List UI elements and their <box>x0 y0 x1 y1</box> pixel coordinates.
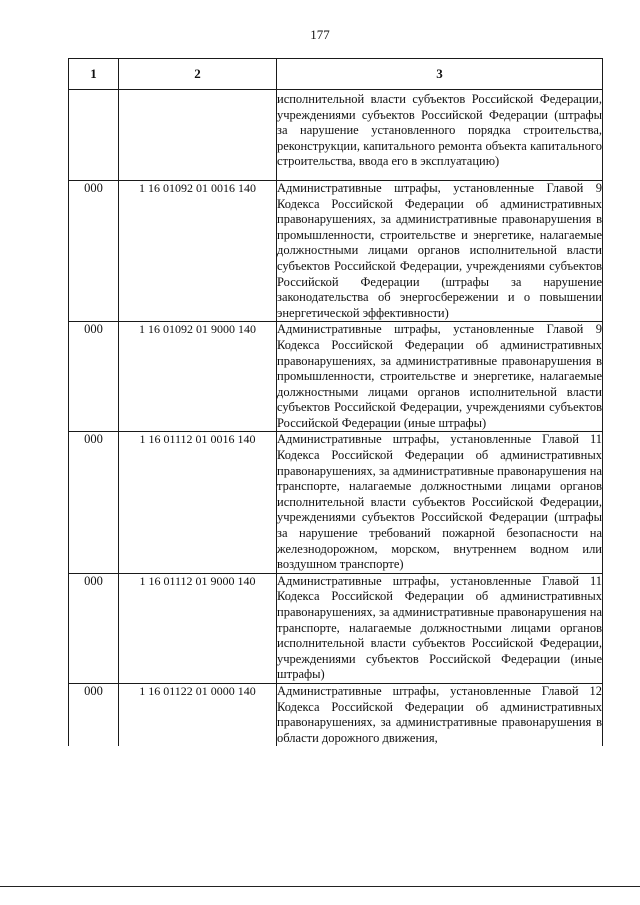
admin-code-cell: 000 <box>69 432 119 573</box>
description-cell: Административные штрафы, установленные Главой 12 Кодекса Российской Федерации об административных правонарушениях, за административные правонарушения в области дорожного движения, <box>277 683 602 745</box>
description-cell: Административные штрафы, установленные Главой 9 Кодекса Российской Федерации об административных правонарушениях, за административные правонарушения в промышленности, строительстве и энергетике, налагаемые должностными лицами органов исполнительной власти субъектов Российской Федерации, учреждениями субъектов Российской Федерации (иные штрафы) <box>277 322 603 432</box>
admin-code-cell: 000 <box>69 573 119 683</box>
table-row <box>69 432 603 573</box>
admin-code-cell: 000 <box>69 683 119 746</box>
document-table <box>68 58 603 746</box>
admin-code-cell <box>69 90 119 181</box>
description-cell: Административные штрафы, установленные Главой 11 Кодекса Российской Федерации об административных правонарушениях, за административные правонарушения на транспорте, налагаемые должностными лицами органов исполнительной власти субъектов Российской Федерации, учреждениями субъектов Российской Федерации (штрафы за нарушение требований пожарной безопасности на железнодорожном, морском, внутреннем водном или воздушном транспорте) <box>277 432 603 573</box>
page-number: 177 <box>310 27 330 42</box>
description-cell: Административные штрафы, установленные Главой 11 Кодекса Российской Федерации об административных правонарушениях, за административные правонарушения на транспорте, налагаемые должностными лицами органов исполнительной власти субъектов Российской Федерации, учреждениями субъектов Российской Федерации (иные штрафы) <box>277 573 603 683</box>
table-row <box>69 683 603 746</box>
table-row <box>69 90 603 181</box>
scan-bottom-edge <box>0 886 640 887</box>
budget-code-cell: 1 16 01092 01 0016 140 <box>119 180 277 321</box>
budget-code-cell: 1 16 01112 01 9000 140 <box>119 573 277 683</box>
budget-code-cell <box>119 90 277 181</box>
table-row <box>69 573 603 683</box>
description-cell: Административные штрафы, установленные Главой 9 Кодекса Российской Федерации об административных правонарушениях, за административные правонарушения в промышленности, строительстве и энергетике, налагаемые должностными лицами органов исполнительной власти субъектов Российской Федерации, учреждениями субъектов Российской Федерации (штрафы за нарушение законодательства об энергосбережении и о повышении энергетической эффективности) <box>277 180 603 321</box>
header-col-3: 3 <box>277 59 603 90</box>
header-col-2: 2 <box>119 59 277 90</box>
table-row <box>69 180 603 321</box>
header-col-1: 1 <box>69 59 119 90</box>
budget-code-cell: 1 16 01092 01 9000 140 <box>119 322 277 432</box>
budget-code-cell: 1 16 01112 01 0016 140 <box>119 432 277 573</box>
table-row <box>69 322 603 432</box>
budget-code-cell: 1 16 01122 01 0000 140 <box>119 683 277 746</box>
admin-code-cell: 000 <box>69 322 119 432</box>
admin-code-cell: 000 <box>69 180 119 321</box>
table-header-row <box>69 59 603 90</box>
description-cell: исполнительной власти субъектов Российской Федерации, учреждениями субъектов Российской Федерации (штрафы за нарушение установленного порядка строительства, реконструкции, капитального ремонта объекта капитального строительства, ввода его в эксплуатацию) <box>277 90 603 181</box>
